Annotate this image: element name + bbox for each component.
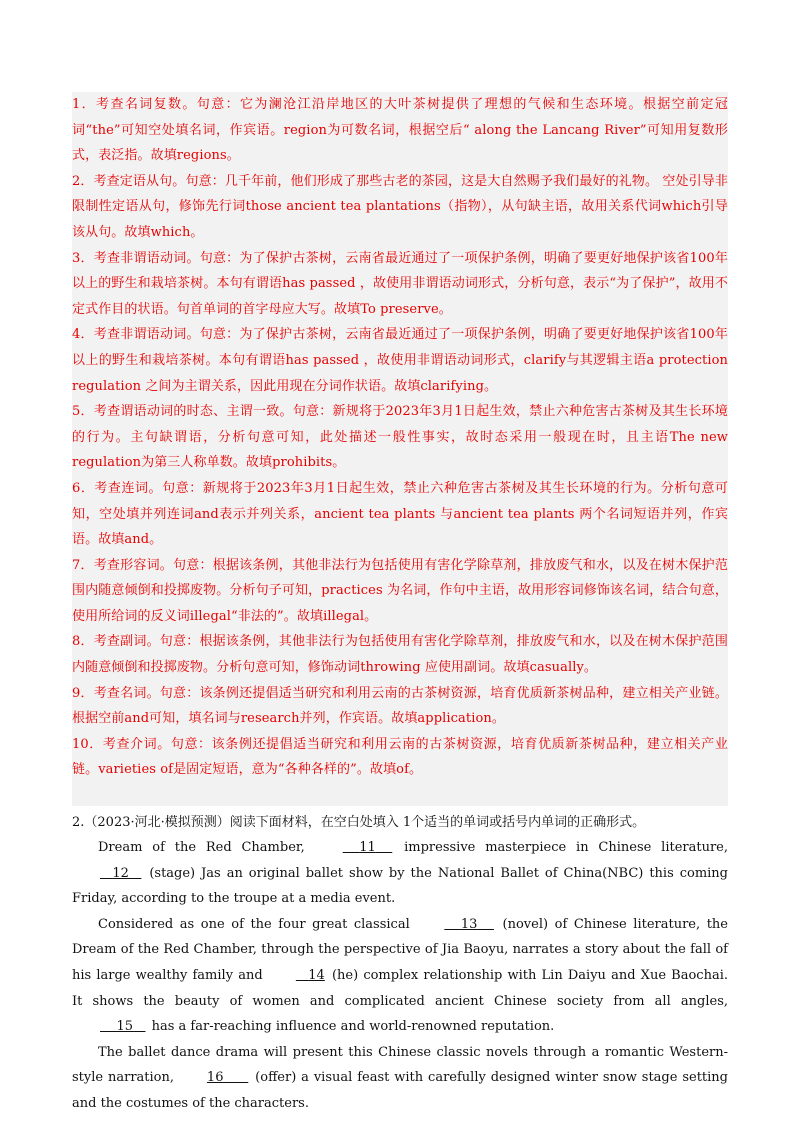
answer-item-10: 10．考查介词。句意：该条例还提倡适当研究和利用云南的古茶树资源，培育优质新茶树品种，建立相关产业链。varieties of是固定短语，意为“各种各样的”。故填of。 <box>72 736 728 778</box>
answer-explanations <box>72 92 728 806</box>
answer-item-3: 3．考查非谓语动词。句意：为了保护古茶树，云南省最近通过了一项保护条例，明确了要更好地保护该省100年以上的野生和栽培茶树。本句有谓语has passed ，故使用非谓语动词形式，分析句意，表示“为了保护”，故用不定式作目的状语。句首单词的首字母应大写。故填To preserve。 <box>72 250 728 317</box>
passage-text: impressive masterpiece in Chinese literature, <box>394 840 728 855</box>
answer-item-6: 6．考查连词。句意：新规将于2023年3月1日起生效，禁止六种危害古茶树及其生长环境的行为。分析句意可知，空处填并列连词and表示并列关系，ancient tea plants 与ancient tea plants 两个名词短语并列，作宾语。故填and。 <box>72 480 728 548</box>
passage-text: The ballet dance drama will present this Chinese classic novels through a romantic Western-style narration, <box>72 1044 728 1086</box>
passage-text: Considered as one of the four great classical <box>98 916 417 932</box>
answer-item-2: 2．考查定语从句。句意：几千年前，他们形成了那些古老的茶园，这是大自然赐予我们最好的礼物。 空处引导非限制性定语从句，修饰先行词those ancient tea plantations（指物），从句缺主语，故用关系代词which引导该从句。故填which。 <box>72 173 728 240</box>
blank-15 <box>72 1014 147 1040</box>
passage-text: (stage) Jas an original ballet show by the National Ballet of China(NBC) this coming Friday, according to the troupe at a media event. <box>72 865 728 907</box>
passage-paragraph-3 <box>72 1040 728 1117</box>
blank-12 <box>72 861 143 887</box>
answer-item-1: 1．考查名词复数。句意：它为澜沧江沿岸地区的大叶茶树提供了理想的气候和生态环境。根据空前定冠词“the”可知空处填名词，作宾语。region为可数名词，根据空后“ along the Lancang River”可知用复数形式，表泛指。故填regions。 <box>72 97 728 164</box>
answer-item-9: 9．考查名词。句意：该条例还提倡适当研究和利用云南的古茶树资源，培育优质新茶树品种，建立相关产业链。根据空前and可知，填名词与research并列，作宾语。故填application。 <box>72 685 728 727</box>
answer-item-7: 7．考查形容词。句意：根据该条例，其他非法行为包括使用有害化学除草剂，排放废气和水，以及在树木保护范围内随意倾倒和投掷废物。分析句子可知，practices 为名词，作句中主语，故用形容词修饰该名词，结合句意，使用所给词的反义词illegal“非法的”。故填illegal。 <box>72 557 728 624</box>
blank-number: 12 <box>112 865 129 881</box>
blank-13 <box>416 912 496 938</box>
passage-text: (he) complex relationship with Lin Daiyu and Xue Baochai. It shows the beauty of women and complicated ancient Chinese society from all angles, <box>72 967 728 1009</box>
blank-number: 11 <box>359 840 376 855</box>
passage-text: (offer) a visual feast with carefully designed winter snow stage setting and the costumes of the characters. <box>72 1070 728 1111</box>
blank-number: 14 <box>308 967 325 983</box>
passage-text: has a far-reaching influence and world-renowned reputation. <box>147 1019 555 1035</box>
passage-paragraph-2 <box>72 912 728 1040</box>
blank-14 <box>268 963 327 989</box>
question-header: 2.（2023·河北·模拟预测）阅读下面材料，在空白处填入 1个适当的单词或括号内单词的正确形式。 <box>72 815 646 830</box>
passage-paragraph-1 <box>72 835 728 912</box>
blank-number: 16 <box>206 1070 224 1086</box>
blank-number: 15 <box>116 1019 134 1035</box>
blank-number: 13 <box>460 916 478 932</box>
passage-text: (novel) of Chinese literature, the Dream of the Red Chamber, through the perspective of Jia Baoyu, narrates a story about the fall of his large wealthy family and <box>72 916 728 983</box>
answer-item-5: 5．考查谓语动词的时态、主谓一致。句意：新规将于2023年3月1日起生效，禁止六种危害古茶树及其生长环境的行为。主句缺谓语，分析句意可知，此处描述一般性事实，故时态采用一般现在时，且主语The new regulation为第三人称单数。故填prohibits。 <box>72 404 728 471</box>
passage-text: Dream of the Red Chamber, <box>98 840 315 855</box>
answer-item-8: 8．考查副词。句意：根据该条例，其他非法行为包括使用有害化学除草剂，排放废气和水，以及在树木保护范围内随意倾倒和投掷废物。分析句意可知，修饰动词throwing 应使用副词。故填casually。 <box>72 634 728 676</box>
question-section <box>72 810 728 1117</box>
blank-11 <box>315 835 395 861</box>
answer-item-4: 4．考查非谓语动词。句意：为了保护古茶树，云南省最近通过了一项保护条例，明确了要更好地保护该省100年以上的野生和栽培茶树。本句有谓语has passed ，故使用非谓语动词形式，clarify与其逻辑主语a protection regulation 之间为主谓关系，因此用现在分词作状语。故填clarifying。 <box>72 327 728 394</box>
blank-16 <box>179 1065 250 1091</box>
